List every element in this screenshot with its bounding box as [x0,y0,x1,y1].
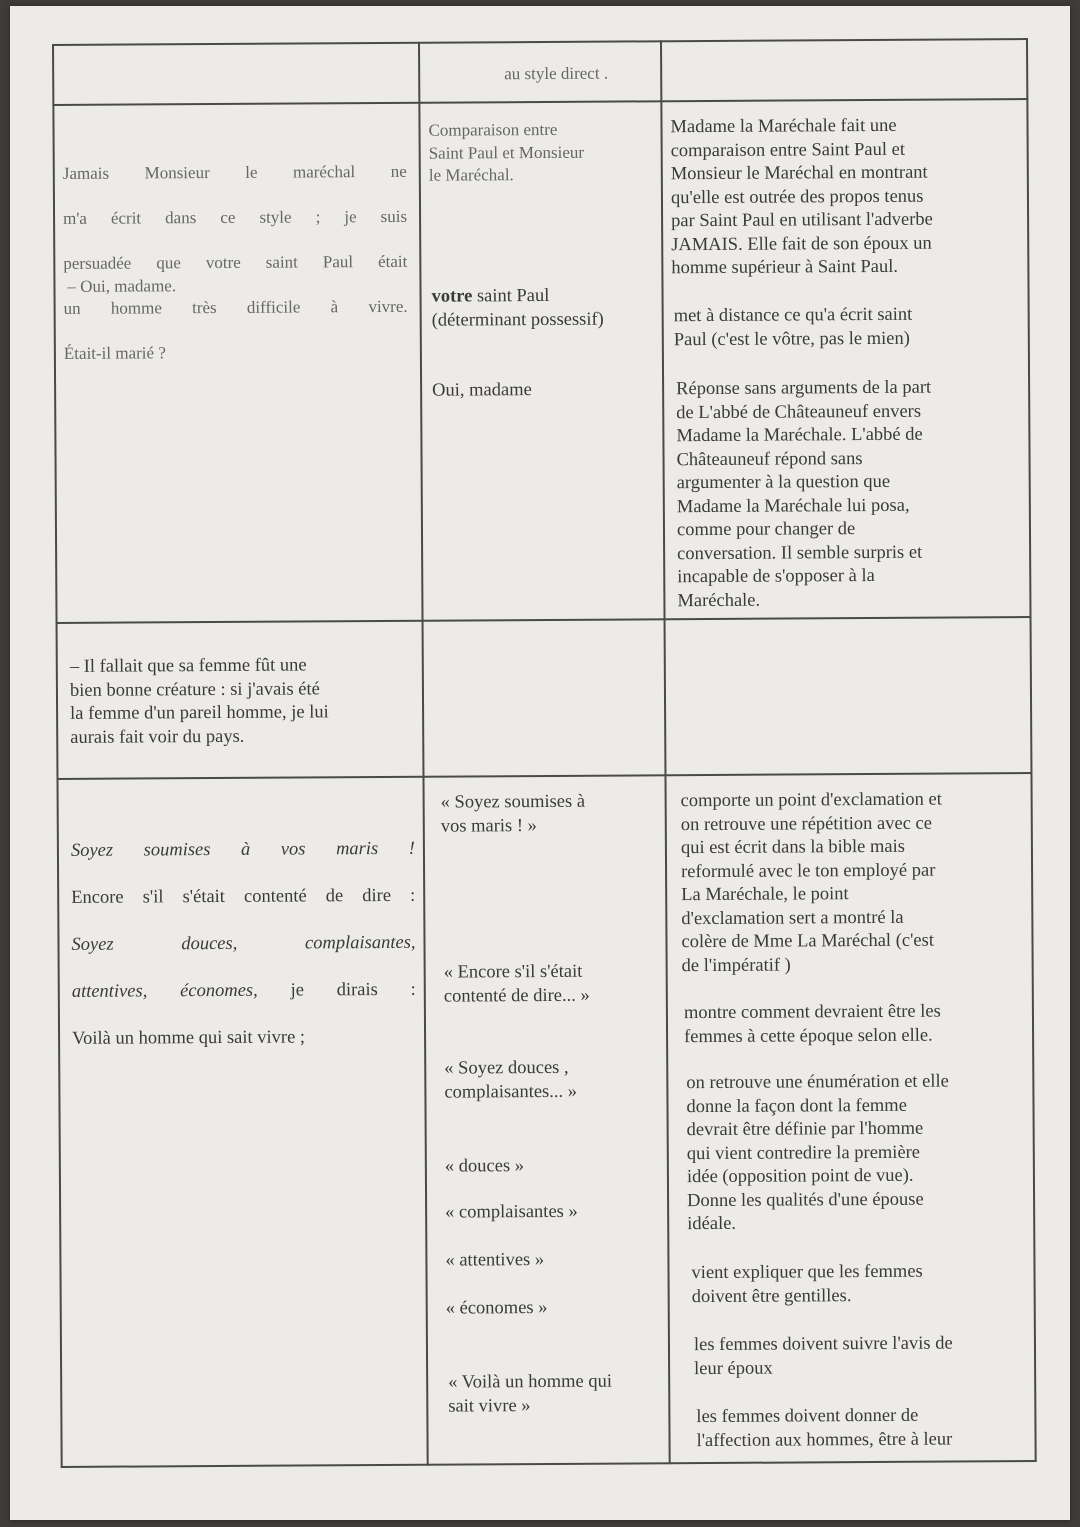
header-col2: au style direct . [504,63,609,84]
table-border-bottom [61,1460,1037,1468]
procede-comment: comporte un point d'exclamation et on retrouve une répétition avec ce qui est écrit dans la bible mais reformulé avec le ton employé par La Maréchale, le point d'exclamation sert a montré la colère de Mme La Maréchal (c'est de l'impératif ) [680,789,942,976]
procede-label: « complaisantes » [445,1201,578,1223]
row-divider [52,98,1028,106]
procede-comment: Madame la Maréchale fait une comparaison entre Saint Paul et Monsieur le Maréchal en montrant qu'elle est outrée des propos tenus par Saint Paul en utilisant l'adverbe JAMAIS. Elle fait de son époux un homme supérieur à Saint Paul. [670,115,933,279]
row-divider [56,616,1032,624]
procede-label: « douces » [444,1156,525,1177]
procede-comment: on retrouve une énumération et elle donne la façon dont la femme devrait être définie par l'homme qui vient contredire la première idée (opposition point de vue). Donne les qualités d'une épouse idéale. [686,1071,949,1235]
analysis-table [52,38,1037,1468]
procede-comment: les femmes doivent donner de l'affection aux hommes, être à leur [696,1405,953,1451]
procede-label: « Soyez soumises à vos maris ! » [440,791,586,837]
procede-label: votre saint Paul (déterminant possessif) [431,285,604,331]
column-divider [418,42,429,1466]
table-border-right [1026,38,1037,1462]
document-page [10,6,1070,1520]
procede-comment: Réponse sans arguments de la part de L'abbé de Châteauneuf envers Madame la Maréchale. L'abbé de Châteauneuf répond sans argumenter à la question que Madame la Maréchale lui posa, comme pour changer de conversation. Il semble surpris et incapable de s'opposer à la Maréchale. [676,377,932,611]
procede-label: Comparaison entre Saint Paul et Monsieur le Maréchal. [428,119,585,185]
procede-label: « Encore s'il s'était contenté de dire... » [443,961,590,1007]
procede-comment: les femmes doivent suivre l'avis de leur époux [693,1333,953,1379]
table-border-left [52,44,63,1468]
procede-label: Oui, madame [432,380,532,401]
text-excerpt-2: – Il fallait que sa femme fût une bien bonne créature : si j'avais été la femme d'un pareil homme, je lui aurais fait voir du pays. [69,655,329,748]
procede-label: « attentives » [445,1250,545,1271]
procede-label: « Voilà un homme qui sait vivre » [448,1371,613,1417]
row-divider [56,772,1032,780]
procede-label: « Soyez douces , complaisantes... » [444,1057,578,1103]
table-border-top [52,38,1028,46]
text-excerpt-3: Soyez soumises à vos maris ! Encore s'il s'était contenté de dire : Soyez douces, complaisantes, attentives, économes, je dirais : Voilà un homme qui sait vivre ; [70,838,416,1049]
procede-comment: met à distance ce qu'a écrit saint Paul (c'est le vôtre, pas le mien) [673,304,913,350]
procede-comment: vient expliquer que les femmes doivent être gentilles. [691,1261,923,1307]
procede-comment: montre comment devraient être les femmes à cette époque selon elle. [683,1001,941,1047]
text-excerpt-1: Jamais Monsieur le maréchal ne m'a écrit dans ce style ; je suis persuadée que votre saint Paul était un homme très difficile à vivre. Était-il marié ? [62,161,408,363]
text-excerpt-reply: – Oui, madame. [67,276,177,296]
procede-label: « économes » [445,1297,548,1319]
